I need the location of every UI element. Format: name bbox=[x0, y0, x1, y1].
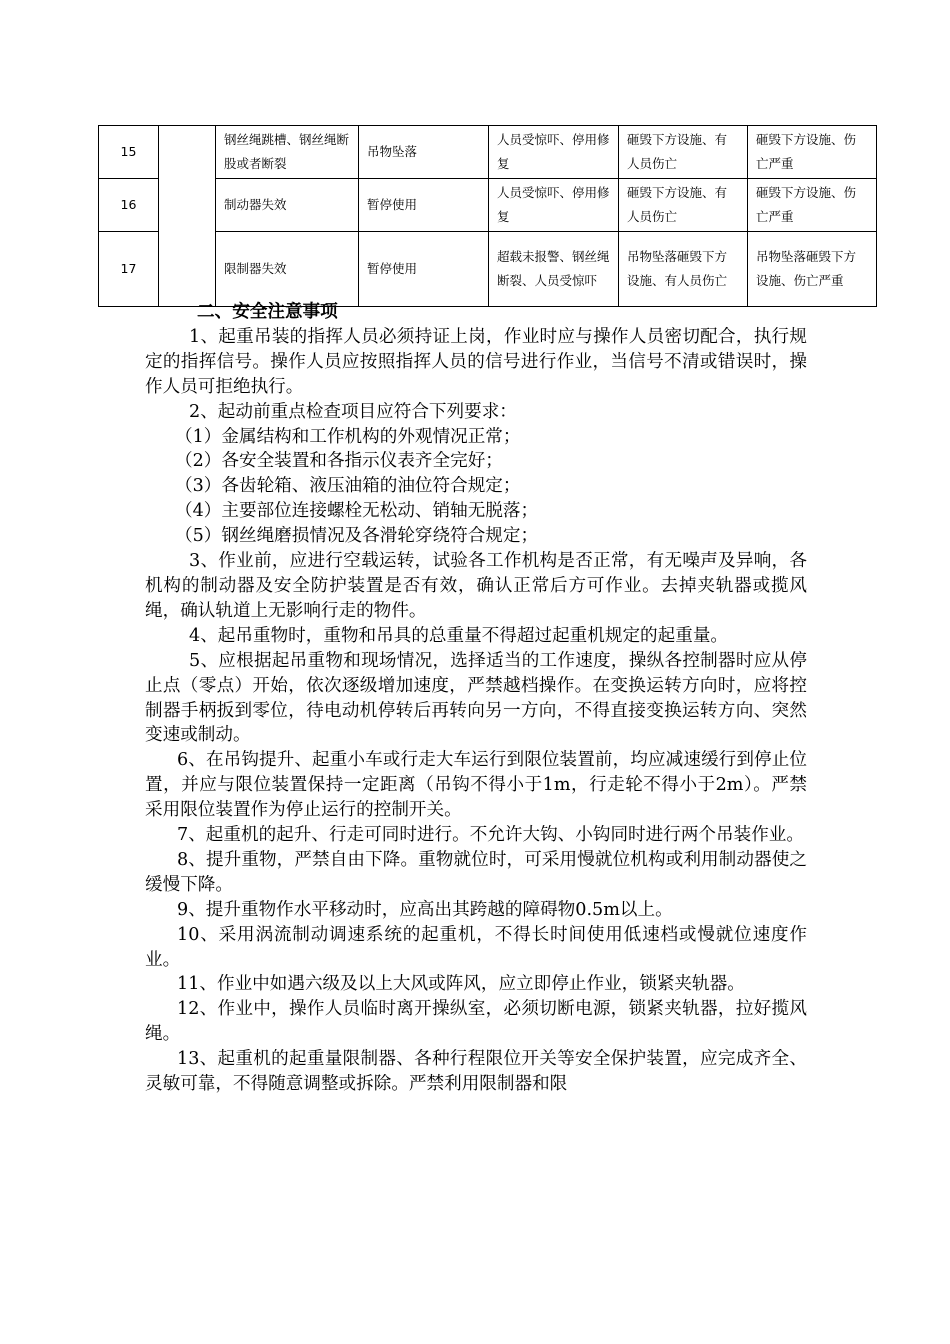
hazard-table bbox=[98, 125, 877, 307]
row-number: 16 bbox=[99, 179, 159, 232]
paragraph-12: 12、作业中，操作人员临时离开操纵室，必须切断电源，锁紧夹轨器，拉好揽风绳。 bbox=[145, 999, 807, 1045]
consequence-severe: 砸毁下方设施、伤亡严重 bbox=[748, 179, 877, 232]
hazard-result: 暂停使用 bbox=[359, 179, 489, 232]
table-row bbox=[99, 126, 877, 179]
check-item-3: （3）各齿轮箱、液压油箱的油位符合规定； bbox=[175, 476, 521, 497]
check-item-5: （5）钢丝绳磨损情况及各滑轮穿绕符合规定； bbox=[175, 526, 539, 547]
paragraph-9: 9、提升重物作水平移动时，应高出其跨越的障碍物0.5m以上。 bbox=[177, 899, 673, 920]
hazard-result: 暂停使用 bbox=[359, 232, 489, 307]
consequence-minor: 超载未报警、钢丝绳断裂、人员受惊吓 bbox=[489, 232, 619, 307]
paragraph-8: 8、提升重物，严禁自由下降。重物就位时，可采用慢就位机构或利用制动器使之缓慢下降。 bbox=[145, 849, 807, 895]
consequence-moderate: 砸毁下方设施、有人员伤亡 bbox=[619, 179, 748, 232]
paragraph-2: 2、起动前重点检查项目应符合下列要求： bbox=[189, 401, 517, 422]
paragraph-4: 4、起吊重物时，重物和吊具的总重量不得超过起重机规定的起重量。 bbox=[189, 625, 729, 646]
check-item-2: （2）各安全装置和各指示仪表齐全完好； bbox=[175, 451, 503, 472]
merged-category-cell bbox=[159, 126, 216, 307]
paragraph-13: 13、起重机的起重量限制器、各种行程限位开关等安全保护装置，应完成齐全、灵敏可靠，不得随意调整或拆除。严禁利用限制器和限 bbox=[145, 1049, 807, 1095]
paragraph-7: 7、起重机的起升、行走可同时进行。不允许大钩、小钩同时进行两个吊装作业。 bbox=[177, 825, 804, 846]
hazard-cause: 钢丝绳跳槽、钢丝绳断股或者断裂 bbox=[216, 126, 359, 179]
row-number: 17 bbox=[99, 232, 159, 307]
table-row bbox=[99, 232, 877, 307]
hazard-result: 吊物坠落 bbox=[359, 126, 489, 179]
check-item-1: （1）金属结构和工作机构的外观情况正常； bbox=[175, 426, 521, 447]
consequence-moderate: 吊物坠落砸毁下方设施、有人员伤亡 bbox=[619, 232, 748, 307]
consequence-moderate: 砸毁下方设施、有人员伤亡 bbox=[619, 126, 748, 179]
paragraph-6: 6、在吊钩提升、起重小车或行走大车运行到限位装置前，均应减速缓行到停止位置，并应与限位装置保持一定距离（吊钩不得小于1m，行走轮不得小于2m）。严禁采用限位装置作为停止运行的控制开关。 bbox=[145, 750, 807, 821]
paragraph-1: 1、起重吊装的指挥人员必须持证上岗，作业时应与操作人员密切配合，执行规定的指挥信号。操作人员应按照指挥人员的信号进行作业，当信号不清或错误时，操作人员可拒绝执行。 bbox=[145, 326, 807, 397]
paragraph-10: 10、采用涡流制动调速系统的起重机，不得长时间使用低速档或慢就位速度作业。 bbox=[145, 924, 807, 970]
paragraph-11: 11、作业中如遇六级及以上大风或阵风，应立即停止作业，锁紧夹轨器。 bbox=[177, 974, 745, 995]
check-item-4: （4）主要部位连接螺栓无松动、销轴无脱落； bbox=[175, 501, 539, 522]
row-number: 15 bbox=[99, 126, 159, 179]
hazard-cause: 限制器失效 bbox=[216, 232, 359, 307]
paragraph-3: 3、作业前，应进行空载运转，试验各工作机构是否正常，有无噪声及异响，各机构的制动器及安全防护装置是否有效，确认正常后方可作业。去掉夹轨器或揽风绳，确认轨道上无影响行走的物件。 bbox=[145, 551, 807, 621]
consequence-minor: 人员受惊吓、停用修复 bbox=[489, 179, 619, 232]
section-heading: 二、安全注意事项 bbox=[197, 301, 338, 322]
consequence-severe: 吊物坠落砸毁下方设施、伤亡严重 bbox=[748, 232, 877, 307]
consequence-severe: 砸毁下方设施、伤亡严重 bbox=[748, 126, 877, 179]
table-row bbox=[99, 179, 877, 232]
consequence-minor: 人员受惊吓、停用修复 bbox=[489, 126, 619, 179]
paragraph-5: 5、应根据起吊重物和现场情况，选择适当的工作速度，操纵各控制器时应从停止点（零点）开始，依次逐级增加速度，严禁越档操作。在变换运转方向时，应将控制器手柄扳到零位，待电动机停转后再转向另一方向，不得直接变换运转方向、突然变速或制动。 bbox=[145, 650, 807, 746]
safety-notes-section bbox=[145, 300, 807, 1097]
hazard-cause: 制动器失效 bbox=[216, 179, 359, 232]
